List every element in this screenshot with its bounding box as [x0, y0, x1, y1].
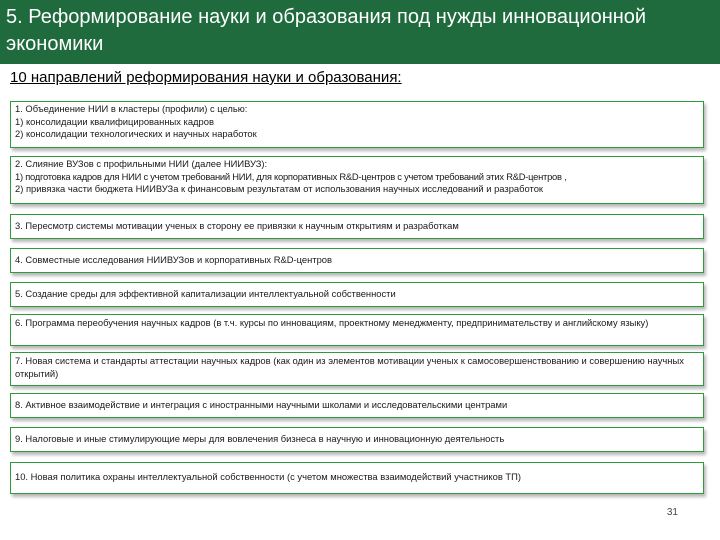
- box-5-text: 5. Создание среды для эффективной капитализации интеллектуальной собственности: [15, 288, 396, 299]
- slide-header: [0, 0, 720, 64]
- slide-title: 5. Реформирование науки и образования под нужды инновационной экономики: [6, 6, 647, 55]
- box-2-line-3: 2) привязка части бюджета НИИВУЗа к финансовым результатам от использования научных исследований и разработок: [15, 183, 544, 195]
- box-1-line-2: 1) консолидации квалифицированных кадров: [15, 115, 214, 127]
- direction-box-8: [10, 393, 704, 418]
- box-9-text: 9. Налоговые и иные стимулирующие меры для вовлечения бизнеса в научную и инновационную деятельность: [15, 433, 505, 444]
- box-7-text: 7. Новая система и стандарты аттестации научных кадров (как один из элементов мотивации ученых к самосовершенствованию и совершению научных открытий): [15, 355, 684, 379]
- direction-box-3: [10, 214, 704, 239]
- box-10-text: 10. Новая политика охраны интеллектуальной собственности (с учетом множества взаимодействий участников ТП): [15, 471, 522, 482]
- box-1-line-1: 1. Объединение НИИ в кластеры (профили) с целью:: [15, 103, 248, 114]
- box-8-text: 8. Активное взаимодействие и интеграция с иностранными научными школами и исследовательскими центрами: [15, 399, 508, 410]
- section-subtitle: 10 направлений реформирования науки и образования:: [10, 69, 402, 86]
- direction-box-6: [10, 314, 704, 346]
- page-number: 31: [666, 507, 678, 518]
- direction-box-9: [10, 427, 704, 452]
- box-2-line-2: 1) подготовка кадров для НИИ с учетом требований НИИ, для корпоративных R&D-центров с учетом требований этих R&D-центров ,: [15, 170, 567, 182]
- box-2-line-1: 2. Слияние ВУЗов с профильными НИИ (далее НИИВУЗ):: [15, 158, 268, 169]
- box-1-line-3: 2) консолидации технологических и научных наработок: [15, 128, 257, 140]
- direction-box-10: [10, 462, 704, 494]
- box-6-text: 6. Программа переобучения научных кадров (в т.ч. курсы по инновациям, проектному менеджменту, предпринимательству и английскому языку): [15, 317, 649, 328]
- direction-box-1: [10, 101, 704, 148]
- direction-box-2: [10, 156, 704, 204]
- direction-box-4: [10, 248, 704, 273]
- direction-box-7: [10, 352, 704, 386]
- box-4-text: 4. Совместные исследования НИИВУЗов и корпоративных R&D-центров: [15, 254, 332, 265]
- direction-box-5: [10, 282, 704, 307]
- box-3-text: 3. Пересмотр системы мотивации ученых в сторону ее привязки к научным открытиям и разработкам: [15, 220, 459, 231]
